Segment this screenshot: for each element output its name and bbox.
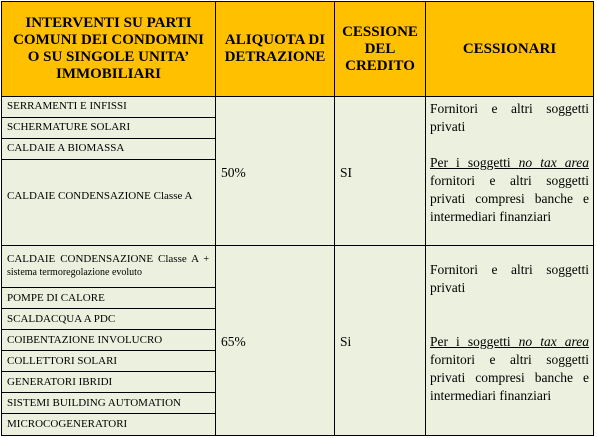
list-item: COIBENTAZIONE INVOLUCRO (7, 334, 163, 346)
header-interventi: INTERVENTI SU PARTI COMUNI DEI CONDOMINI O SU SINGOLE UNITA’ IMMOBILIARI (13, 15, 204, 82)
cessionari-text: Fornitori e altri soggetti privati (430, 262, 589, 295)
list-item: CALDAIE CONDENSAZIONE Classe A (7, 190, 193, 202)
row-divider (2, 138, 215, 139)
rate-value: 65% (221, 334, 246, 349)
col-divider (334, 2, 335, 435)
header-aliquota: ALIQUOTA DI DETRAZIONE (224, 32, 326, 65)
list-item: POMPE DI CALORE (7, 292, 105, 304)
cessione-value: Si (340, 334, 352, 349)
row-divider (2, 308, 215, 309)
header-cessione: CESSIONE DEL CREDITO (342, 23, 418, 74)
col-divider (215, 2, 216, 435)
row-divider (2, 392, 215, 393)
list-item: MICROCOGENERATORI (7, 418, 128, 430)
item-sub: + sistema termoregolazione evoluto (7, 254, 209, 278)
cessionari-suffix: fornitori e altri soggetti privati compresi banche e intermediari finanziari (430, 173, 589, 224)
cessionari-underlined (430, 334, 589, 349)
row-divider (2, 159, 215, 160)
cessionari-prefix: Per i soggetti (430, 334, 511, 349)
list-item: GENERATORI IBRIDI (7, 376, 113, 388)
row-divider (2, 287, 215, 288)
row-divider (2, 329, 215, 330)
cessionari-italic: no tax area (518, 155, 590, 170)
list-item: SCALDACQUA A PDC (7, 313, 116, 325)
row-divider (2, 371, 215, 372)
list-item: COLLETTORI SOLARI (7, 355, 118, 367)
table-header (2, 2, 593, 97)
cessione-value: SI (340, 165, 353, 180)
cessionari-italic: no tax area (518, 334, 590, 349)
list-item: SCHERMATURE SOLARI (7, 121, 131, 133)
rate-value: 50% (221, 165, 246, 180)
cessionari-prefix: Per i soggetti (430, 155, 511, 170)
header-cessionari: CESSIONARI (462, 40, 557, 57)
cessionari-underlined (430, 155, 589, 170)
cessionari-text (430, 333, 589, 405)
list-item: SERRAMENTI E INFISSI (7, 100, 127, 112)
row-divider (2, 413, 215, 414)
cessionari-text (430, 154, 589, 226)
item-main: CALDAIE CONDENSAZIONE Classe A (7, 253, 199, 265)
row-divider (2, 117, 215, 118)
deductions-table (1, 1, 594, 436)
col-divider (425, 2, 426, 435)
list-item (7, 253, 209, 279)
group-divider (2, 245, 593, 246)
row-divider (2, 350, 215, 351)
cessionari-text: Fornitori e altri soggetti privati (430, 101, 589, 134)
list-item: SISTEMI BUILDING AUTOMATION (7, 397, 181, 409)
cessionari-suffix: fornitori e altri soggetti privati compresi banche e intermediari finanziari (430, 352, 589, 403)
list-item: CALDAIE A BIOMASSA (7, 142, 125, 154)
